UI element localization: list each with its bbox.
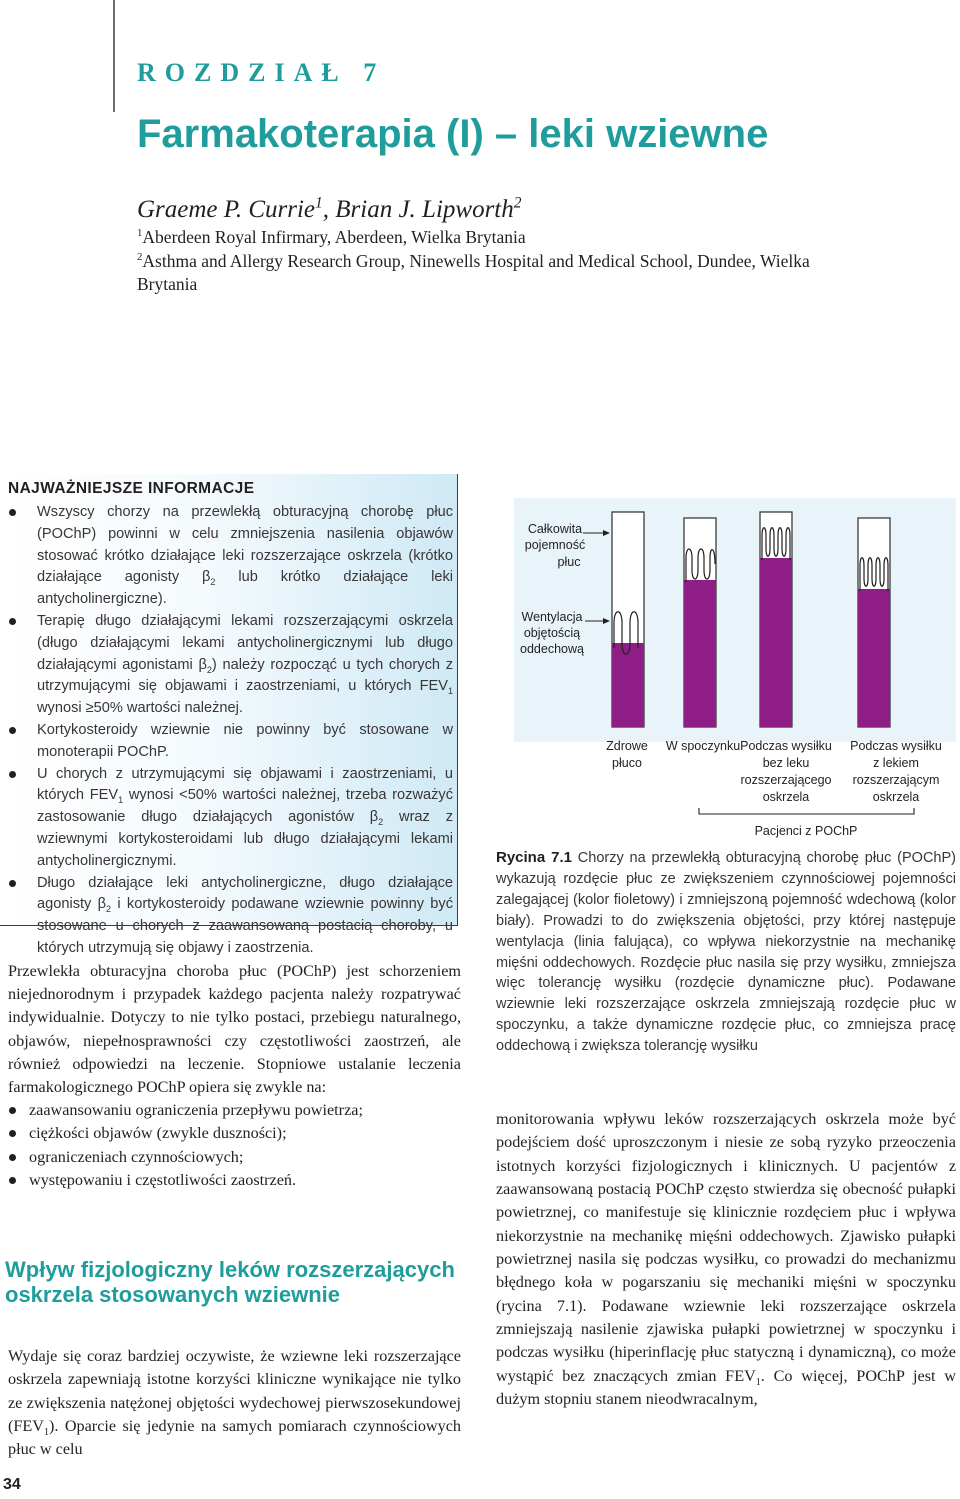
column-at-rest-residual (684, 580, 716, 727)
key-item: Wszyscy chorzy na przewlekłą obturacyjną chorobę płuc (POChP) powinni w celu zmniejszenia nasilenia objawów stosować krótko działające leki rozszerzające oskrzela (krótko działające agonisty $\beta_2$ lub krótko działające leki antycholinergiczne). (8, 502, 453, 611)
column-label-no-drug-2: bez leku (762, 756, 810, 770)
label-ventilation-3: oddechową (520, 642, 584, 656)
intro-paragraph: Przewlekła obturacyjna choroba płuc (POChP) jest schorzeniem niejednorodnym i przypadek każdego pacjenta należy rozpatrywać indywidualnie. Dotyczy to nie tylko postaci, przebiegu naturalnego, objawów, niepełnosprawności czy częstotliwości zaostrzeń, ale również odpowiedzi na leczenie. Stopniowe ustalanie leczenia farmakologicznego POChP opiera się zwykle na: (8, 962, 461, 1097)
author-2: Brian J. Lipworth (335, 196, 514, 223)
figure-7-1 (496, 470, 960, 844)
column-label-no-drug-1: Podczas wysiłku (740, 739, 832, 753)
right-column-paragraph: monitorowania wpływu leków rozszerzających oskrzela może być podejściem dość uproszczonym i niesie ze sobą ryzyko przeoczenia istotnych korzyści fizjologicznych i klinicznych. U pacjentów z zaawansowaną postacią POChP często stwierdza się obecność pułapki powietrznej, co manifestuje się klinicznie rozdęciem płuc i wpływa niekorzystnie na mechanikę mięśni oddechowych. Zjawisko pułapki powietrznej nasila się podczas wysiłku, co prowadzi do mechanizmu błędnego koła w pogarszaniu się mechaniki mięśni w spoczynku (rycina 7.1). Podawane wziewnie leki rozszerzające oskrzela zmniejszają nasilenie zjawiska pułapki powietrznej w spoczynku i podczas wysiłku (hiperinflację płuc statyczną i dynamiczną), co może wystąpić bez znaczących zmian $FEV_1$. Co więcej, POChP jest w dużym stopniu stanem nieodwracalnym, (496, 1110, 956, 1409)
chapter-label: ROZDZIAŁ 7 (137, 58, 386, 87)
label-total-capacity-1: Całkowita (527, 522, 583, 536)
caption-label: Rycina 7.1 (496, 849, 572, 866)
column-label-with-drug-2: z lekiem (873, 756, 919, 770)
section-paragraph: Wydaje się coraz bardziej oczywiste, że wziewne leki rozszerzające oskrzela zapewniają istotne korzyści kliniczne wynikające nie tylko ze zwiększenia natężonej objętości wydechowej pierwszosekundowej $(FEV_1)$. Oparcie się jedynie na samych pomiarach czynnościowych płuc w celu (8, 1347, 461, 1459)
label-ventilation-2: objętością (523, 626, 581, 640)
key-information-box (0, 474, 458, 956)
figure-caption (496, 848, 956, 1057)
label-total-capacity-3: płuc (557, 555, 581, 569)
column-healthy-residual (612, 643, 644, 727)
column-label-healthy-2: płuco (612, 756, 642, 770)
patients-label: Pacjenci z POChP (754, 824, 858, 838)
affiliation-2: $^2$Asthma and Allergy Research Group, Ninewells Hospital and Medical School, Dundee, Wielka Brytania (137, 251, 810, 294)
key-item: Terapię długo działającymi lekami rozszerzającymi oskrzela (długo działającymi lekami antycholinergicznymi lub długo działającymi agonistami $\beta_2$) należy rozpocząć u tych chorych z utrzymującymi się objawami i zaostrzeniami, u których $FEV_1$ wynosi ≥50% wartości należnej. (8, 611, 453, 720)
column-label-no-drug-4: oskrzela (762, 790, 810, 804)
key-information-list (8, 502, 453, 960)
section-heading: Wpływ fizjologiczny leków rozszerzających oskrzela stosowanych wziewnie (5, 1257, 455, 1307)
column-label-no-drug-3: rozszerzającego (740, 773, 832, 787)
chapter-title: Farmakoterapia (I) – leki wziewne (137, 112, 769, 156)
intro-text (8, 960, 461, 1192)
column-exercise-with-drug-residual (858, 589, 890, 727)
key-item: Kortykosteroidy wziewnie nie powinny być stosowane w monoterapii POChP. (8, 720, 453, 764)
lung-volume-diagram (496, 470, 960, 844)
column-label-with-drug-1: Podczas wysiłku (850, 739, 942, 753)
column-label-healthy-1: Zdrowe (606, 739, 648, 753)
list-item: ciężkości objawów (zwykle duszności); (8, 1122, 461, 1145)
authors: Graeme P. Currie$^1$, Brian J. Lipworth$^2$ (137, 194, 522, 223)
margin-rule (113, 0, 115, 112)
label-ventilation-1: Wentylacja (521, 610, 583, 624)
list-item: zaawansowaniu ograniczenia przepływu powietrza; (8, 1099, 461, 1122)
column-label-with-drug-3: rozszerzającym (852, 773, 940, 787)
column-label-rest: W spoczynku (665, 739, 741, 753)
caption-text: Chorzy na przewlekłą obturacyjną chorobę płuc (POChP) wykazują rozdęcie płuc ze zwiększeniem czynnościowej pojemności zalegającej (kolor fioletowy) i zmniejszoną pojemność wdechową (kolor biały). Prowadzi to do zwiększenia objętości, przy której następuje wentylacja (linia falująca), co wpływa niekorzystnie na mechanikę mięśni oddechowych. Rozdęcie płuc nasila się przy wysiłku, zmniejsza więc tolerancję wysiłku (rozdęcie dynamiczne płuc). Podawane wziewnie leki rozszerzające oskrzela zmniejszają rozdęcie płuc w spoczynku, a także dynamiczne rozdęcie płuc, co zmniejsza pracę oddechową i zwiększa tolerancję wysiłku (496, 850, 956, 1055)
column-exercise-no-drug-residual (760, 558, 792, 727)
key-item: Długo działające leki antycholinergiczne, długo działające agonisty $\beta_2$ i kortykosteroidy podawane wziewnie powinny być stosowane u chorych z zaawansowaną postacią choroby, u których utrzymują się objawy i zaostrzenia. (8, 873, 453, 960)
list-item: występowaniu i częstotliwości zaostrzeń. (8, 1169, 461, 1192)
column-label-with-drug-4: oskrzela (872, 790, 920, 804)
author-1: Graeme P. Currie (137, 196, 316, 223)
key-item: U chorych z utrzymującymi się objawami i zaostrzeniami, u których $FEV_1$ wynosi <50% wartości należnej, trzeba rozważyć zastosowanie długo działających agonistów $\beta_2$ wraz z wziewnymi kortykosteroidami lub długo działającymi lekami antycholinergicznymi. (8, 764, 453, 873)
page-number: 34 (3, 1476, 21, 1493)
label-total-capacity-2: pojemność (524, 538, 586, 552)
list-item: ograniczeniach czynnościowych; (8, 1146, 461, 1169)
patients-bracket (699, 808, 914, 814)
intro-bullet-list (8, 1099, 461, 1192)
affiliation-1: $^1$Aberdeen Royal Infirmary, Aberdeen, Wielka Brytania (137, 227, 526, 247)
key-information-title: NAJWAŻNIEJSZE INFORMACJE (8, 480, 255, 497)
